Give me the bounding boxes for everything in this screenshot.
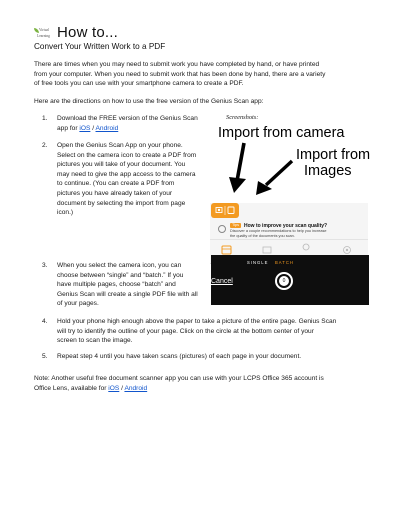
step-line: When you select the camera icon, you can bbox=[57, 262, 182, 269]
page-subtitle: Convert Your Written Work to a PDF bbox=[34, 42, 166, 51]
mode-single[interactable]: SINGLE bbox=[247, 260, 269, 265]
step-number: 1. bbox=[42, 115, 48, 122]
step-line: to continue. (You can create a PDF from bbox=[57, 180, 175, 188]
step-line: app for iOS / Android bbox=[57, 124, 119, 132]
intro-line: from your computer. When you need to submit work that has been done by hand, there are a variety bbox=[34, 70, 326, 78]
intro-line: of free tools you can use with your smartphone camera to create a PDF. bbox=[34, 80, 244, 88]
step-number: 2. bbox=[42, 142, 48, 149]
android-link[interactable]: Android bbox=[95, 124, 119, 132]
ios-link[interactable]: iOS bbox=[108, 384, 120, 392]
images-icon bbox=[228, 207, 234, 214]
step-line: icon.) bbox=[57, 209, 74, 217]
logo bbox=[34, 27, 54, 41]
step-1 bbox=[42, 114, 222, 134]
annotation-import-images-2: Images bbox=[304, 163, 352, 179]
tips-title[interactable]: How to improve your scan quality? bbox=[244, 223, 328, 229]
step-line: Genius Scan will create a single PDF file with all bbox=[57, 290, 198, 298]
note-line: Office Lens, available for iOS / Android bbox=[34, 384, 148, 392]
step-line: Hold your phone high enough above the paper to take a picture of the entire page. Genius Scan bbox=[57, 318, 337, 325]
android-link[interactable]: Android bbox=[124, 384, 148, 392]
step-line: pictures you will take of your document. You bbox=[57, 161, 186, 169]
annotation-import-camera: Import from camera bbox=[218, 125, 345, 141]
page-header bbox=[34, 24, 118, 41]
bulb-icon bbox=[218, 225, 226, 233]
logo-line2: Learning bbox=[37, 34, 50, 38]
step-line: document by selecting the import from page bbox=[57, 199, 186, 207]
step-3 bbox=[42, 261, 222, 311]
step-text bbox=[57, 141, 196, 218]
camera-import-buttons[interactable] bbox=[211, 203, 239, 218]
arrow-camera bbox=[237, 143, 244, 181]
page-counter: 0 bbox=[279, 276, 289, 286]
step-number: 5. bbox=[42, 353, 48, 360]
step-line: may need to give the app access to the camera bbox=[57, 170, 196, 178]
intro-line: There are times when you may need to submit work you have completed by hand, or have printed bbox=[34, 61, 320, 68]
step-line: of your pages. bbox=[57, 300, 99, 308]
screenshots-label: Screenshots: bbox=[226, 114, 259, 121]
annotation-arrows bbox=[200, 135, 320, 205]
arrow-camera-head bbox=[229, 177, 246, 193]
camera-icon bbox=[211, 203, 239, 218]
tips-badge: Tips bbox=[232, 223, 240, 227]
step-line: screen to scan the image. bbox=[57, 337, 133, 345]
step-text bbox=[57, 317, 336, 346]
intro-paragraph bbox=[34, 60, 368, 89]
tips-line: Discover a couple recommendations to help you increase bbox=[230, 229, 327, 233]
note-line: Note: Another useful free document scanner app you can use with your LCPS Office 365 account is bbox=[34, 375, 324, 382]
arrow-images bbox=[266, 161, 292, 185]
step-text bbox=[57, 261, 198, 309]
cancel-button[interactable]: Cancel bbox=[211, 278, 233, 285]
step-line: will try to identify the outline of your page. Click on the circle at the bottom center of your bbox=[57, 327, 314, 335]
documents-tab-icon bbox=[222, 246, 231, 254]
step-5 bbox=[42, 352, 372, 364]
directions-paragraph: Here are the directions on how to use the free version of the Genius Scan app: bbox=[34, 98, 264, 105]
step-4 bbox=[42, 317, 372, 347]
step-line: Open the Genius Scan App on your phone. bbox=[57, 142, 183, 149]
mode-batch[interactable]: BATCH bbox=[275, 260, 294, 265]
export-tab-icon bbox=[263, 247, 271, 253]
step-2 bbox=[42, 141, 222, 221]
tips-line: the quality of the documents you scan. bbox=[230, 233, 295, 238]
step-line: Select on the camera icon to create a PDF from bbox=[57, 151, 197, 159]
note-paragraph bbox=[34, 374, 368, 393]
step-line: Download the FREE version of the Genius Scan bbox=[57, 115, 198, 122]
screenshot-camera bbox=[211, 255, 369, 305]
shutter-button[interactable] bbox=[275, 272, 293, 290]
step-line: have multiple pages, choose “batch” and bbox=[57, 281, 176, 289]
ios-link[interactable]: iOS bbox=[79, 124, 91, 132]
sync-tab-icon bbox=[303, 244, 309, 250]
step-line: pictures you have already taken of your bbox=[57, 189, 173, 197]
step-number: 4. bbox=[42, 318, 48, 325]
page-title: How to... bbox=[57, 24, 118, 41]
step-text: Repeat step 4 until you have taken scans (pictures) of each page in your document. bbox=[57, 353, 302, 360]
step-line: choose between “single” and “batch.” If you bbox=[57, 271, 184, 279]
step-text bbox=[57, 114, 198, 133]
step-number: 3. bbox=[42, 262, 48, 269]
annotation-import-images-1: Import from bbox=[296, 147, 371, 163]
logo-line1: Virtual bbox=[39, 28, 49, 32]
